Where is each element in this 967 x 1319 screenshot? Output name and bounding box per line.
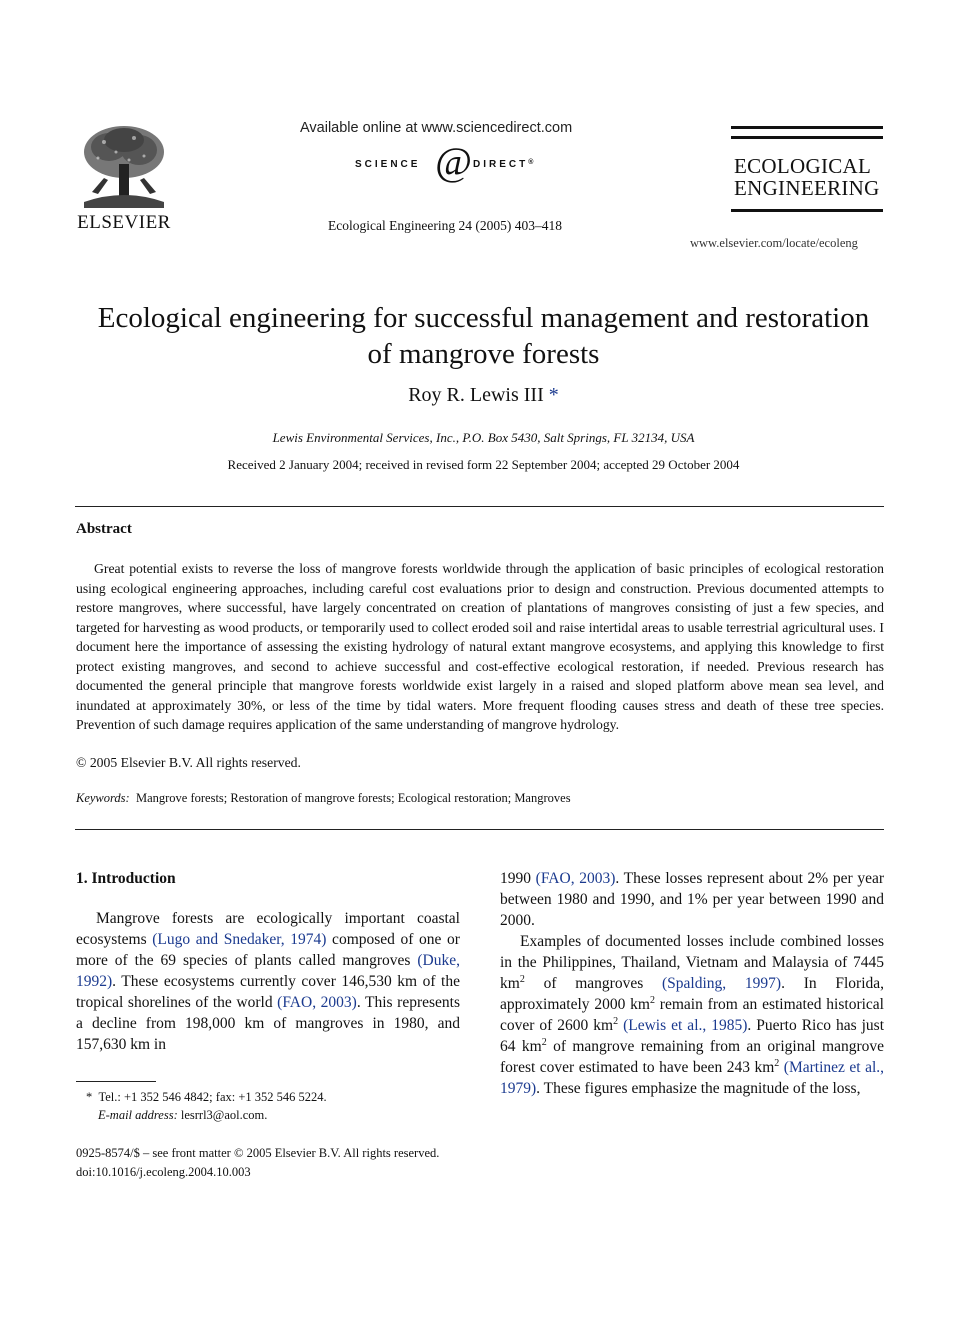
doi-line[interactable]: doi:10.1016/j.ecoleng.2004.10.003 xyxy=(76,1165,251,1179)
abstract-rule-bottom xyxy=(75,829,884,830)
author-affiliation: Lewis Environmental Services, Inc., P.O. Box 5430, Salt Springs, FL 32134, USA xyxy=(272,430,695,445)
author-footnote-mark[interactable]: * xyxy=(548,384,559,406)
sciencedirect-left-word: SCIENCE xyxy=(355,159,421,170)
journal-name: ECOLOGICAL ENGINEERING xyxy=(734,154,880,200)
elsevier-tree-icon xyxy=(74,122,174,210)
intro-paragraph-1-continued: 1990 (FAO, 2003). These losses represent about 2% per year between 1980 and 1990, and 1% per year between 1990 and 2000. xyxy=(500,870,885,929)
intro-paragraph-1: Mangrove forests are ecologically important coastal ecosystems (Lugo and Snedaker, 1974) composed of one or more of the 69 species of plants called mangroves (Duke, 1992). These ecosystems currently cover 146,530 km of the tropical shorelines of the world (FAO, 2003). This represents a decline from 198,000 km of mangroves in 1980, and 157,630 km in xyxy=(76,910,460,1053)
abstract-rule-top xyxy=(75,506,884,507)
journal-rule-top xyxy=(731,126,883,129)
citation-martinez[interactable]: (Martinez et al., 1979) xyxy=(500,1059,885,1097)
elsevier-logo xyxy=(74,122,174,234)
available-online-text: Available online at www.sciencedirect.com xyxy=(300,120,573,136)
intro-paragraph-2: Examples of documented losses include combined losses in the Philippines, Thailand, Vietnam and Malaysia of 7445 $km^2$ of mangroves (Spalding, 1997). In Florida, approximately 2000 $km^2$ remain from an estimated historical cover of 2600 $km^2$ (Lewis et al., 1985). Puerto Rico has just 64 $km^2$ of mangrove remaining from an original mangrove forest cover estimated to have been 243 $km^2$ (Martinez et al., 1979). These figures emphasize the magnitude of the loss, xyxy=(500,933,885,1097)
abstract-copyright: © 2005 Elsevier B.V. All rights reserved. xyxy=(76,755,301,770)
keywords-label: Keywords: xyxy=(76,791,130,805)
keywords-list: Mangrove forests; Restoration of mangrove forests; Ecological restoration; Mangroves xyxy=(135,791,571,805)
issn-line: 0925-8574/$ – see front matter © 2005 Elsevier B.V. All rights reserved. xyxy=(76,1146,440,1160)
footnote-mark: * xyxy=(86,1090,93,1104)
footnote-contact: Tel.: +1 352 546 4842; fax: +1 352 546 5224. xyxy=(98,1090,327,1104)
citation-duke[interactable]: (Duke, 1992) xyxy=(76,952,460,990)
front-matter xyxy=(76,1144,439,1182)
journal-rule-mid xyxy=(731,136,883,139)
footnote-email[interactable]: lesrrl3@aol.com. xyxy=(180,1108,268,1122)
citation-fao-2[interactable]: (FAO, 2003) xyxy=(535,870,616,887)
footnote-rule xyxy=(76,1081,156,1082)
footnote-email-label: E-mail address: xyxy=(98,1108,178,1122)
publisher-name: ELSEVIER xyxy=(77,212,171,233)
sciencedirect-at-icon: @ xyxy=(435,139,472,184)
body-column-left xyxy=(76,868,460,1055)
keywords xyxy=(76,791,571,806)
body-column-right xyxy=(500,868,884,1099)
author-footnote xyxy=(86,1088,327,1124)
received-dates: Received 2 January 2004; received in revised form 22 September 2004; accepted 29 October 2004 xyxy=(227,457,740,472)
author-name: Roy R. Lewis III * xyxy=(408,384,559,406)
article-title: Ecological engineering for successful management and restoration of mangrove forests xyxy=(97,302,870,370)
journal-rule-bottom xyxy=(731,209,883,212)
section-heading-introduction: 1. Introduction xyxy=(76,870,176,887)
sciencedirect-logo xyxy=(355,139,555,186)
citation-lewis[interactable]: (Lewis et al., 1985) xyxy=(623,1017,748,1034)
citation-lugo[interactable]: (Lugo and Snedaker, 1974) xyxy=(152,931,327,948)
journal-reference: Ecological Engineering 24 (2005) 403–418 xyxy=(328,218,562,233)
abstract-text: Great potential exists to reverse the loss of mangrove forests worldwide through the application of basic principles of ecological restoration using ecological engineering approaches, including careful cost evaluations prior to design and construction. Previous documented attempts to restore mangroves, where successful, have largely concentrated on creation of plantations of mangroves consisting of just a few species, and targeted for harvesting as wood products, or temporarily used to collect eroded soil and raise intertidal areas to usable terrestrial agricultural uses. I document here the importance of assessing the existing hydrology of natural extant mangrove ecosystems, and applying this knowledge to first protect existing mangroves, and second to achieve successful and cost-effective ecological restoration, if needed. Previous research has documented the general principle that mangrove forests worldwide exist largely in a raised and sloped platform above mean sea level, and inundated at approximately 30%, or less of the time by tidal waters. More frequent flooding causes stress and death of these tree species. Prevention of such damage requires application of the same understanding of mangrove hydrology. xyxy=(76,561,884,732)
sciencedirect-right-word: DIRECT® xyxy=(473,159,537,170)
abstract-heading: Abstract xyxy=(76,521,132,537)
citation-fao[interactable]: (FAO, 2003) xyxy=(277,994,357,1011)
journal-url[interactable]: www.elsevier.com/locate/ecoleng xyxy=(690,236,858,250)
citation-spalding[interactable]: (Spalding, 1997) xyxy=(662,975,782,992)
